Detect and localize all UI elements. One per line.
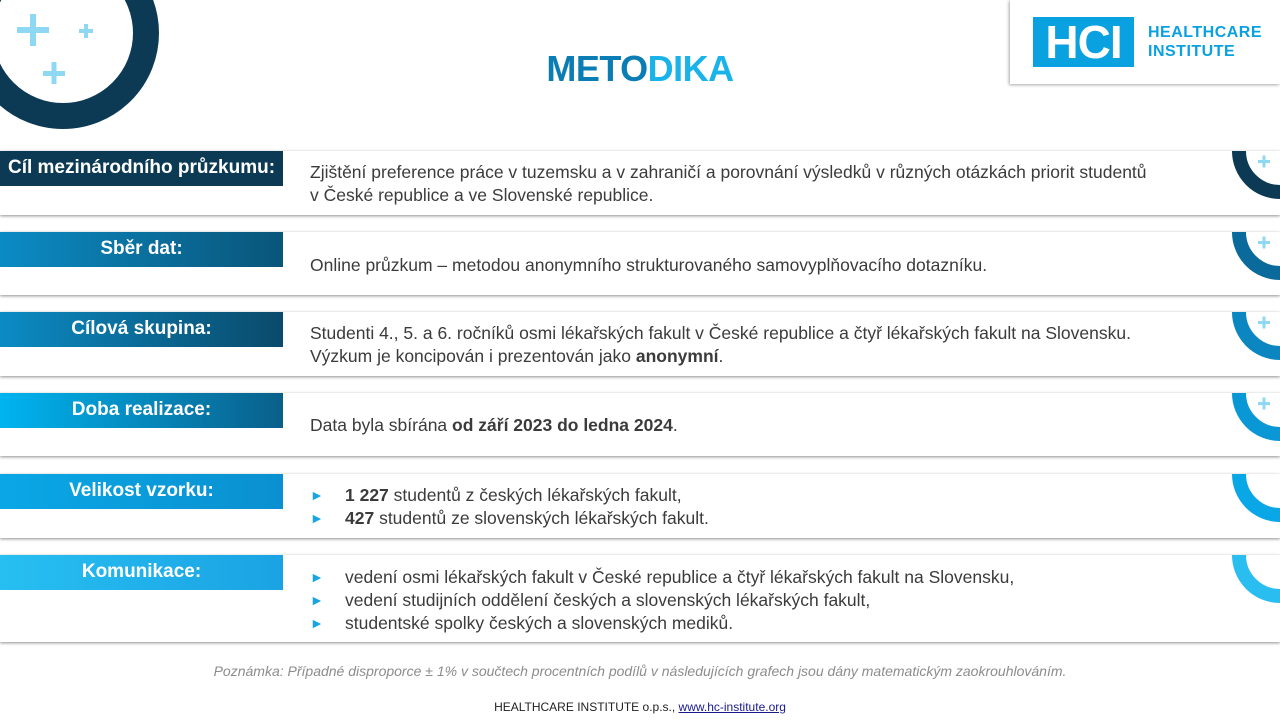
row-label: Sběr dat: <box>0 232 283 267</box>
row-corner-decoration <box>1220 393 1280 445</box>
bullet-item <box>310 612 1200 635</box>
content-bold: anonymní <box>635 346 719 366</box>
row-label: Komunikace: <box>0 555 283 590</box>
row-label: Velikost vzorku: <box>0 474 283 509</box>
content-text: Výzkum je koncipován i prezentován jako <box>310 346 636 366</box>
logo-line-2: INSTITUTE <box>1148 43 1236 60</box>
title-part-2: DIKA <box>647 48 734 89</box>
bullet-arrow-icon: ► <box>310 615 324 631</box>
content-line: Zjištění preference práce v tuzemsku a v zahraničí a porovnání výsledků v různých otázkách priorit studentů <box>310 162 1147 182</box>
row-goal <box>0 151 1280 215</box>
row-data-collection <box>0 232 1280 295</box>
row-content <box>310 161 1200 207</box>
content-text: vedení studijních oddělení českých a slovenských lékařských fakult, <box>345 590 871 610</box>
footer <box>0 700 1280 714</box>
bullet-item <box>310 566 1200 589</box>
footer-org: HEALTHCARE INSTITUTE o.p.s., <box>494 700 679 714</box>
logo-line-1: HEALTHCARE <box>1148 24 1263 41</box>
content-line: Online průzkum – metodou anonymního strukturovaného samovyplňovacího dotazníku. <box>310 255 988 275</box>
row-content <box>310 322 1200 368</box>
row-content <box>310 254 1200 277</box>
content-text: . <box>718 346 724 366</box>
row-label: Cílová skupina: <box>0 312 283 347</box>
logo-mark: HCI <box>1033 17 1134 67</box>
row-corner-decoration <box>1220 474 1280 526</box>
content-text: . <box>672 415 678 435</box>
content-line: v České republice a ve Slovenské republice. <box>310 185 654 205</box>
row-corner-decoration <box>1220 312 1280 364</box>
logo-text <box>1148 23 1262 61</box>
row-corner-decoration <box>1220 555 1280 607</box>
row-target-group <box>0 312 1280 376</box>
bullet-arrow-icon: ► <box>310 569 324 585</box>
bullet-item <box>310 589 1200 612</box>
bullet-item <box>310 507 1200 530</box>
content-line <box>310 414 1200 437</box>
row-content <box>310 566 1200 635</box>
bullet-arrow-icon: ► <box>310 592 324 608</box>
content-line: Studenti 4., 5. a 6. ročníků osmi lékařských fakult v České republice a čtyř lékařských fakult na Slovensku. <box>310 323 1131 343</box>
content-line <box>310 345 1200 368</box>
content-text: vedení osmi lékařských fakult v České republice a čtyř lékařských fakult na Slovensku, <box>345 567 1015 587</box>
hci-logo <box>1010 0 1280 84</box>
row-corner-decoration <box>1220 232 1280 284</box>
rounding-note: Poznámka: Případné disproporce ± 1% v součtech procentních podílů v následujících grafech jsou dány matematickým zaokrouhlováním. <box>213 663 1067 679</box>
row-sample-size <box>0 474 1280 538</box>
bullet-item <box>310 484 1200 507</box>
row-communication <box>0 555 1280 642</box>
content-bold: 1 227 <box>345 485 389 505</box>
content-text: Data byla sbírána <box>310 415 453 435</box>
row-label: Cíl mezinárodního průzkumu: <box>0 151 283 186</box>
row-label: Doba realizace: <box>0 393 283 428</box>
row-corner-decoration <box>1220 151 1280 203</box>
row-realization-period <box>0 393 1280 456</box>
content-bold: od září 2023 do ledna 2024 <box>452 415 673 435</box>
content-text: studentské spolky českých a slovenských mediků. <box>345 613 734 633</box>
row-content <box>310 414 1200 437</box>
row-content <box>310 484 1200 530</box>
content-text: studentů z českých lékařských fakult, <box>388 485 682 505</box>
bullet-arrow-icon: ► <box>310 510 324 526</box>
content-bold: 427 <box>345 508 375 528</box>
title-part-1: METO <box>546 48 648 89</box>
bullet-arrow-icon: ► <box>310 487 324 503</box>
content-text: studentů ze slovenských lékařských fakult. <box>374 508 709 528</box>
footer-website-link[interactable]: www.hc-institute.org <box>678 700 786 714</box>
